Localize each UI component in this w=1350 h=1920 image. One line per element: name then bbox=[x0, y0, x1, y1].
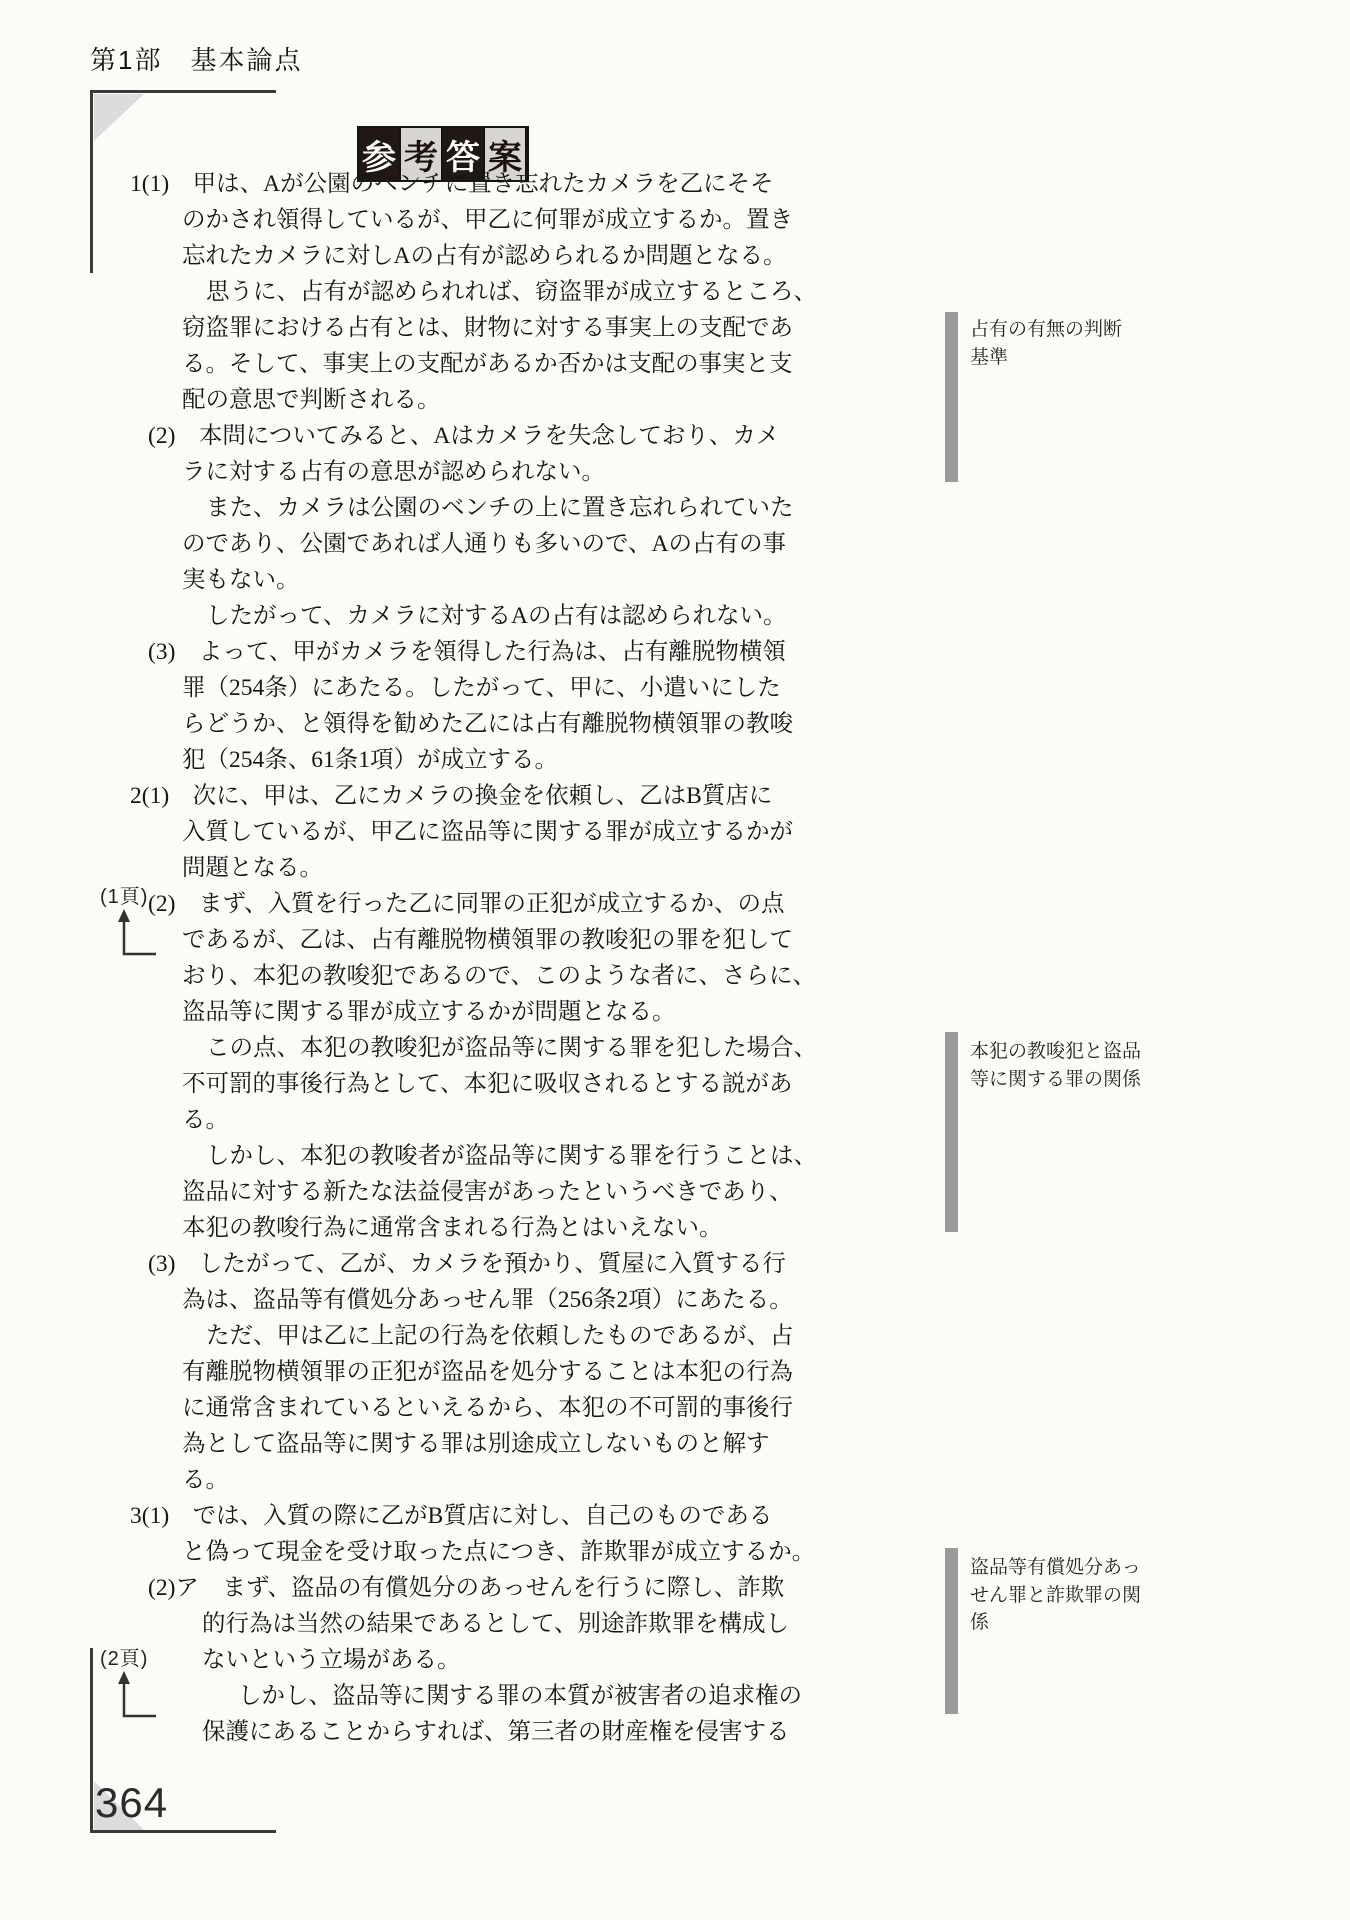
body-line: ラに対する占有の意思が認められない。 bbox=[182, 459, 605, 485]
body-line: のかされ領得しているが、甲乙に何罪が成立するか。置き bbox=[182, 207, 793, 233]
margin-note bbox=[970, 1554, 1210, 1637]
page-ref-label: (1頁) bbox=[100, 886, 149, 908]
margin-note-line: 盗品等有償処分あっ bbox=[970, 1557, 1141, 1578]
title-box-char: 案 bbox=[483, 128, 527, 180]
body-line: (3) よって、甲がカメラを領得した行為は、占有離脱物横領 bbox=[148, 639, 786, 665]
margin-note-bar bbox=[945, 312, 958, 482]
body-line: 3(1) では、入質の際に乙がB質店に対し、自己のものである bbox=[130, 1503, 773, 1529]
body-line: (2) 本問についてみると、Aはカメラを失念しており、カメ bbox=[148, 423, 780, 449]
margin-note-line: 占有の有無の判断 bbox=[970, 319, 1123, 340]
body-line: 犯（254条、61条1項）が成立する。 bbox=[182, 747, 558, 773]
margin-note-line: 本犯の教唆犯と盗品 bbox=[970, 1041, 1142, 1062]
top-corner-rule-horizontal bbox=[90, 90, 276, 93]
body-line: のであり、公園であれば人通りも多いので、Aの占有の事 bbox=[182, 531, 787, 557]
margin-note-line: 係 bbox=[970, 1612, 990, 1633]
title-box-char: 考 bbox=[399, 128, 443, 180]
body-line: ただ、甲は乙に上記の行為を依頼したものであるが、占 bbox=[206, 1323, 794, 1349]
body-line: (2)ア まず、盗品の有償処分のあっせんを行うに際し、詐欺 bbox=[148, 1575, 785, 1601]
page-ref-arrow-icon bbox=[116, 908, 158, 962]
body-line: したがって、カメラに対するAの占有は認められない。 bbox=[206, 603, 787, 629]
body-line: (2) まず、入質を行った乙に同罪の正犯が成立するか、の点 bbox=[148, 891, 785, 917]
body-line: 本犯の教唆行為に通常含まれる行為とはいえない。 bbox=[182, 1215, 723, 1241]
body-line: この点、本犯の教唆犯が盗品等に関する罪を犯した場合、 bbox=[206, 1035, 817, 1061]
page-number: 364 bbox=[95, 1779, 169, 1826]
page-ref-arrow-icon bbox=[116, 1670, 158, 1724]
body-line: 実もない。 bbox=[182, 567, 300, 593]
body-line: 罪（254条）にあたる。したがって、甲に、小遣いにした bbox=[182, 675, 781, 701]
top-corner-rule-vertical bbox=[90, 90, 93, 273]
answer-text bbox=[130, 166, 830, 1750]
body-line: 忘れたカメラに対しAの占有が認められるか問題となる。 bbox=[182, 243, 787, 269]
body-line: に通常含まれているといえるから、本犯の不可罰的事後行 bbox=[182, 1395, 793, 1421]
margin-note-line: 基準 bbox=[970, 346, 1009, 368]
body-line: る。そして、事実上の支配があるか否かは支配の事実と支 bbox=[182, 351, 793, 377]
body-line: 的行為は当然の結果であるとして、別途詐欺罪を構成し bbox=[202, 1611, 790, 1637]
bottom-corner-rule-vertical bbox=[90, 1648, 93, 1833]
body-line: 為として盗品等に関する罪は別途成立しないものと解す bbox=[182, 1431, 770, 1457]
body-line: 思うに、占有が認められれば、窃盗罪が成立するところ、 bbox=[206, 279, 817, 305]
body-line: 問題となる。 bbox=[182, 855, 323, 881]
body-line: 窃盗罪における占有とは、財物に対する事実上の支配であ bbox=[182, 315, 793, 341]
body-line: 2(1) 次に、甲は、乙にカメラの換金を依頼し、乙はB質店に bbox=[130, 783, 773, 809]
top-corner-triangle bbox=[94, 94, 146, 144]
body-line: ないという立場がある。 bbox=[202, 1647, 461, 1673]
body-line: おり、本犯の教唆犯であるので、このような者に、さらに、 bbox=[182, 963, 817, 989]
body-line: しかし、盗品等に関する罪の本質が被害者の追求権の bbox=[238, 1683, 802, 1709]
body-line: 有離脱物横領罪の正犯が盗品を処分することは本犯の行為 bbox=[182, 1359, 793, 1385]
body-line: 盗品等に関する罪が成立するかが問題となる。 bbox=[182, 999, 676, 1025]
body-line: る。 bbox=[182, 1467, 229, 1493]
margin-note-bar bbox=[945, 1548, 958, 1714]
margin-note-line: せん罪と詐欺罪の関 bbox=[970, 1584, 1142, 1606]
body-line: また、カメラは公園のベンチの上に置き忘れられていた bbox=[206, 495, 794, 521]
body-line: 入質しているが、甲乙に盗品等に関する罪が成立するかが bbox=[182, 819, 793, 845]
body-line: (3) したがって、乙が、カメラを預かり、質屋に入質する行 bbox=[148, 1251, 786, 1277]
body-line: 1(1) 甲は、Aが公園のベンチに置き忘れたカメラを乙にそそ bbox=[130, 171, 774, 197]
body-line: 為は、盗品等有償処分あっせん罪（256条2項）にあたる。 bbox=[182, 1287, 793, 1313]
margin-note bbox=[970, 1038, 1210, 1093]
title-box-char: 参 bbox=[359, 128, 399, 180]
body-line: る。 bbox=[182, 1107, 229, 1133]
body-line: と偽って現金を受け取った点につき、詐欺罪が成立するか。 bbox=[182, 1539, 816, 1565]
body-line: らどうか、と領得を勧めた乙には占有離脱物横領罪の教唆 bbox=[182, 711, 793, 737]
body-line: であるが、乙は、占有離脱物横領罪の教唆犯の罪を犯して bbox=[182, 927, 793, 953]
title-box-char: 答 bbox=[443, 128, 483, 180]
page-ref-label: (2頁) bbox=[100, 1648, 149, 1670]
body-line: 不可罰的事後行為として、本犯に吸収されるとする説があ bbox=[182, 1071, 793, 1097]
chapter-header: 第1部 基本論点 bbox=[90, 45, 303, 75]
body-line: 盗品に対する新たな法益侵害があったというべきであり、 bbox=[182, 1179, 793, 1205]
body-line: 保護にあることからすれば、第三者の財産権を侵害する bbox=[202, 1719, 790, 1745]
margin-note-bar bbox=[945, 1032, 958, 1232]
body-line: 配の意思で判断される。 bbox=[182, 387, 441, 413]
body-line: しかし、本犯の教唆者が盗品等に関する罪を行うことは、 bbox=[206, 1143, 817, 1169]
margin-note bbox=[970, 316, 1210, 371]
margin-note-line: 等に関する罪の関係 bbox=[970, 1068, 1142, 1090]
